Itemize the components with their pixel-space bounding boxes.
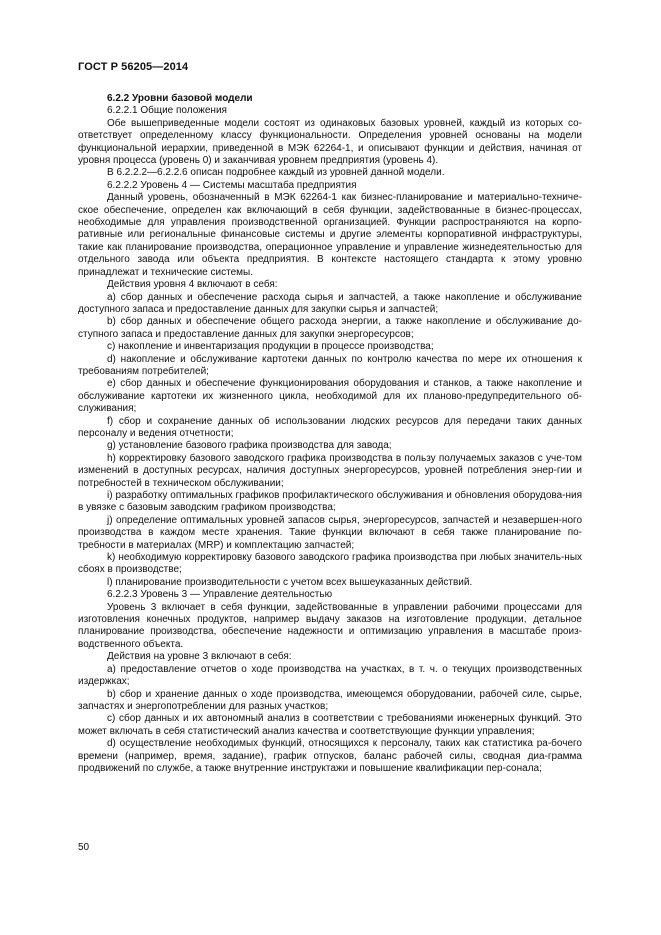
paragraph: c) накопление и инвентаризация продукции в процессе производства; xyxy=(107,341,434,353)
paragraph: d) осуществление необходимых функций, относящихся к персоналу, таких как статистика ра-бочего времени (например, время, задание), график отпусков, баланс рабочей силы, сводная диа-грамма продвижений по службе, а также внутренние инструктажи и повышение квалификации пер-сонала; xyxy=(78,738,582,774)
paragraph: d) накопление и обслуживание картотеки данных по контролю качества по мере их отношения к требованиям потребителей; xyxy=(78,353,582,377)
paragraph: Действия на уровне 3 включают в себя: xyxy=(107,651,292,663)
paragraph: e) сбор данных и обеспечение функционирования оборудования и станков, а также накопление и обслуживание картотеки их жизненного цикла, необходимой для их планово-предупредительного об-служивания; xyxy=(78,378,582,415)
paragraph: c) сбор данных и их автономный анализ в соответствии с требованиями инженерных функций. Это может включать в себя статистический анализ качества и соответствующие функции управления; xyxy=(78,713,582,737)
paragraph: Данный уровень, обозначенный в МЭК 62264-1 как бизнес-планирование и материально-техниче-ское обеспечение, определен как включающий в себя функции, задействованные в бизнес-процессах, необходимые для управления производственной организацией. Функции распространяются на корпо-ративные или региональные финансовые системы и другие элементы корпоративной инфраструктуры, такие как планирование производства, операционное управление и управление жизнедеятельностью для отдельного завода или объекта предприятия. В контексте настоящего стандарта к этому уровню принадлежат и технические системы. xyxy=(78,192,582,278)
paragraph: 6.2.2.2 Уровень 4 — Системы масштаба предприятия xyxy=(107,179,357,191)
paragraph: i) разработку оптимальных графиков профилактического обслуживания и обновления оборудова-ния в увязке с базовым заводским графиком производства; xyxy=(78,490,582,514)
paragraph: b) сбор данных и обеспечение общего расхода энергии, а также накопление и обслуживание до-ступного запаса и предоставление данных для закупки энергоресурсов; xyxy=(78,316,582,340)
document-header: ГОСТ Р 56205—2014 xyxy=(78,61,189,73)
section-heading: 6.2.2 Уровни базовой модели xyxy=(107,93,253,104)
paragraph: Действия уровня 4 включают в себя: xyxy=(107,279,278,291)
paragraph: h) корректировку базового заводского графика производства в пользу получаемых заказов с уче-том изменений в доступных ресурсах, наличия доступных энергоресурсов, уровней потребления энер-гии и потребностей в техническом обслуживании; xyxy=(78,452,582,489)
paragraph: a) сбор данных и обеспечение расхода сырья и запчастей, а также накопление и обслуживание доступного запаса и предоставление данных для закупки сырья и запчастей; xyxy=(78,291,582,315)
paragraph: a) предоставление отчетов о ходе производства на участках, в т. ч. о текущих производственных издержках; xyxy=(78,663,582,688)
page-number: 50 xyxy=(78,842,90,853)
paragraph: В 6.2.2.2—6.2.2.6 описан подробнее каждый из уровней данной модели. xyxy=(107,167,445,179)
paragraph: Обе вышеприведенные модели состоят из одинаковых базовых уровней, каждый из которых со-ответствует определенному классу функциональности. Определения уровней основаны на модели функциональной иерархии, приведенной в МЭК 62264-1, и описывают функции и действия, начиная от уровня процесса (уровень 0) и заканчивая уровнем предприятия (уровень 4). xyxy=(78,117,582,167)
paragraph: j) определение оптимальных уровней запасов сырья, энергоресурсов, запчастей и незавершен-ного производства в каждом месте хранения. Такие функции включают в себя также планирование по-требности в материалах (MRP) и комплектацию запчастей; xyxy=(78,514,582,551)
paragraph: k) необходимую корректировку базового заводского графика производства при любых значитель-ных сбоях в производстве; xyxy=(78,552,582,576)
paragraph: g) установление базового графика производства для завода; xyxy=(107,440,392,452)
paragraph: Уровень 3 включает в себя функции, задействованные в управлении рабочими процессами для изготовления конечных продуктов, например выдачу заказов на изготовление продукции, детальное планирование производства, обеспечение надежности и оптимизацию управления в масштабе произ-водственного объекта. xyxy=(78,601,582,650)
paragraph: l) планирование производительности с учетом всех вышеуказанных действий. xyxy=(107,576,473,588)
document-body xyxy=(78,93,582,775)
paragraph: 6.2.2.1 Общие положения xyxy=(107,105,227,117)
paragraph: 6.2.2.3 Уровень 3 — Управление деятельностью xyxy=(107,589,333,601)
paragraph: b) сбор и хранение данных о ходе производства, имеющемся оборудовании, рабочей силе, сырье, запчастях и энергопотреблении для разных участков; xyxy=(78,688,582,712)
paragraph: f) сбор и сохранение данных об использовании людских ресурсов для передачи таких данных персоналу и ведения отчетности; xyxy=(78,415,582,439)
